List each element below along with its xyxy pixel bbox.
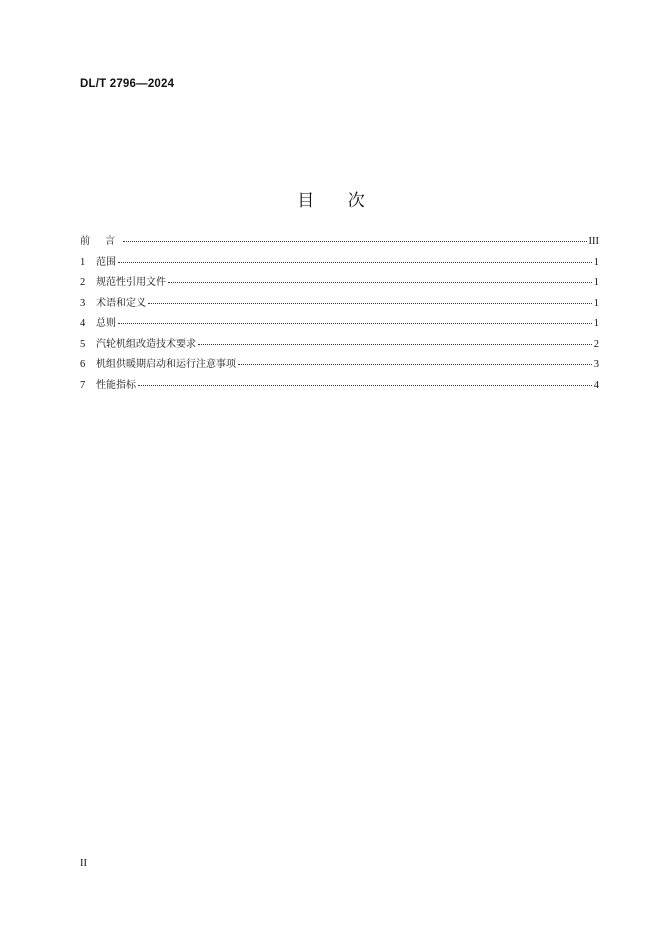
dot-leader [168, 281, 592, 283]
toc-title: 目 次 [297, 191, 379, 211]
toc-entry-number: 7 [80, 379, 86, 391]
toc-entry-page: III [588, 236, 599, 247]
toc-entry-page: 1 [593, 256, 599, 268]
toc-entry-label: 范围 [96, 256, 116, 268]
dot-leader [118, 261, 592, 263]
toc-entry-page: 3 [593, 359, 599, 370]
toc-entry-retrofit-requirements[interactable] [80, 335, 599, 356]
toc-entry-page: 1 [593, 318, 599, 329]
dot-leader [123, 240, 586, 242]
dot-leader [148, 302, 592, 304]
toc-entry-scope[interactable] [80, 253, 599, 274]
toc-entry-label: 规范性引用文件 [96, 277, 166, 288]
toc-entry-page: 1 [593, 297, 599, 309]
toc-entry-general[interactable] [80, 314, 599, 335]
toc-entry-terms-definitions[interactable] [80, 294, 599, 315]
table-of-contents [80, 232, 599, 396]
toc-entry-number: 1 [80, 256, 86, 268]
toc-entry-label: 机组供暖期启动和运行注意事项 [96, 359, 236, 370]
page-number: II [80, 858, 87, 869]
toc-entry-normative-references[interactable] [80, 273, 599, 294]
toc-entry-label: 前 言 [80, 236, 122, 247]
toc-entry-number: 2 [80, 277, 86, 288]
toc-entry-number: 4 [80, 318, 86, 329]
toc-entry-number: 6 [80, 359, 86, 370]
toc-entry-page: 1 [593, 277, 599, 288]
toc-entry-preface[interactable] [80, 232, 599, 253]
dot-leader [118, 322, 592, 324]
toc-entry-page: 2 [593, 338, 599, 350]
dot-leader [198, 343, 592, 345]
dot-leader [138, 384, 592, 386]
toc-entry-page: 4 [593, 379, 599, 391]
dot-leader [238, 363, 592, 365]
toc-entry-heating-operation[interactable] [80, 355, 599, 376]
toc-entry-label: 总则 [96, 318, 116, 329]
toc-entry-label: 性能指标 [96, 379, 136, 391]
document-code: DL/T 2796—2024 [80, 78, 175, 90]
toc-entry-number: 3 [80, 297, 86, 309]
toc-entry-number: 5 [80, 338, 86, 350]
toc-entry-label: 汽轮机组改造技术要求 [96, 338, 196, 350]
toc-entry-label: 术语和定义 [96, 297, 146, 309]
toc-entry-performance-indicators[interactable] [80, 376, 599, 397]
